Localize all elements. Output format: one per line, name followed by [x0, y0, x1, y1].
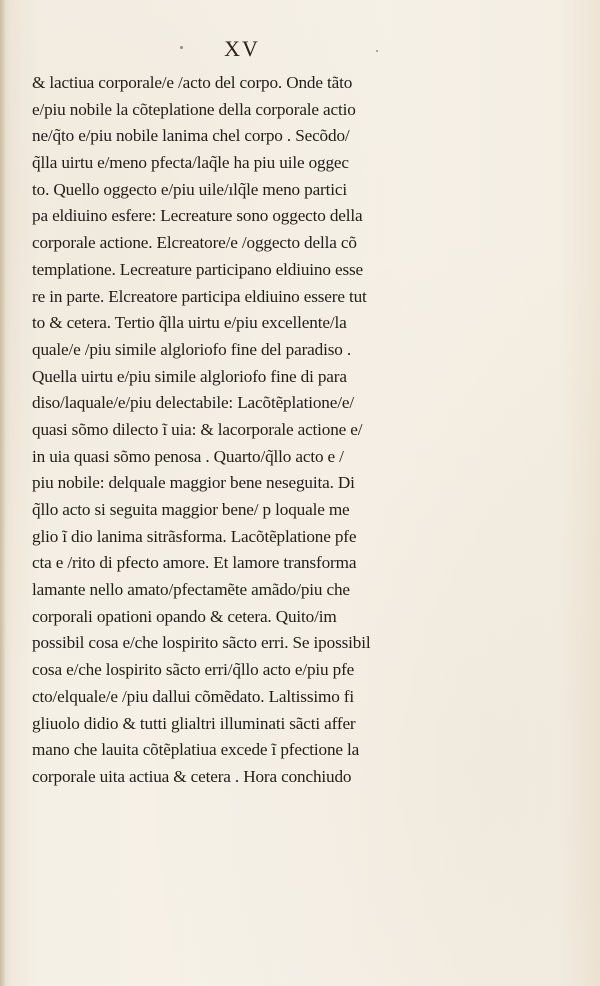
page-folio-number: XV: [224, 36, 260, 61]
text-line: gliuolo didio & tutti glialtri illuminati sãcti affer: [32, 713, 356, 733]
text-line: to & cetera. Tertio q̃lla uirtu e/piu excellente/la: [32, 313, 347, 333]
text-line: lamante nello amato/pfectamẽte amãdo/piu che: [32, 580, 350, 600]
text-line: quale/e /piu simile algloriofo fine del paradiso .: [32, 339, 351, 359]
text-line: in uia quasi sõmo penosa . Quarto/q̃llo acto e /: [32, 446, 344, 466]
text-line: possibil cosa e/che lospirito sãcto erri. Se ipossibil: [32, 633, 371, 653]
ink-speck: [376, 50, 378, 52]
text-line: ne/q̃to e/piu nobile lanima chel corpo . Secõdo/: [32, 126, 350, 146]
text-line: quasi sõmo dilecto ĩ uia: & lacorporale actione e/: [32, 419, 363, 439]
text-block: [32, 70, 470, 791]
text-line: corporale uita actiua & cetera . Hora conchiudo: [32, 766, 352, 786]
text-line: diso/laquale/e/piu delectabile: Lacõtẽplatione/e/: [32, 393, 354, 413]
text-line: glio ĩ dio lanima sitrãsforma. Lacõtẽplatione pfe: [32, 526, 357, 546]
ink-speck: [180, 46, 183, 49]
text-line: cto/elquale/e /piu dallui cõmẽdato. Laltissimo fi: [32, 686, 354, 706]
text-line: & lactiua corporale/e /acto del corpo. Onde tãto: [32, 73, 353, 92]
text-line: Quella uirtu e/piu simile algloriofo fine di para: [32, 366, 347, 386]
text-line: piu nobile: delquale maggior bene neseguita. Di: [32, 473, 355, 493]
text-line: corporale actione. Elcreatore/e /oggecto della cõ: [32, 233, 357, 253]
text-line: cosa e/che lospirito sãcto erri/q̃llo acto e/piu pfe: [32, 660, 355, 680]
text-line: to. Quello oggecto e/piu uile/ılq̃le meno partici: [32, 179, 347, 199]
text-line: templatione. Lecreature participano eldiuino esse: [32, 259, 364, 279]
text-line: q̃lla uirtu e/meno pfecta/laq̃le ha piu uile oggec: [32, 153, 349, 173]
text-line: pa eldiuino esfere: Lecreature sono oggecto della: [32, 206, 363, 226]
text-line: e/piu nobile la cõteplatione della corporale actio: [32, 99, 356, 119]
binding-gutter: [0, 0, 6, 986]
text-line: re in parte. Elcreatore participa eldiuino essere tut: [32, 286, 367, 306]
text-line: q̃llo acto si seguita maggior bene/ p loquale me: [32, 500, 350, 519]
text-line: corporali opationi opando & cetera. Quito/im: [32, 606, 337, 626]
text-line: mano che lauita cõtẽplatiua excede ĩ pfectione la: [32, 740, 360, 760]
text-line: cta e /rito di pfecto amore. Et lamore transforma: [32, 553, 357, 573]
